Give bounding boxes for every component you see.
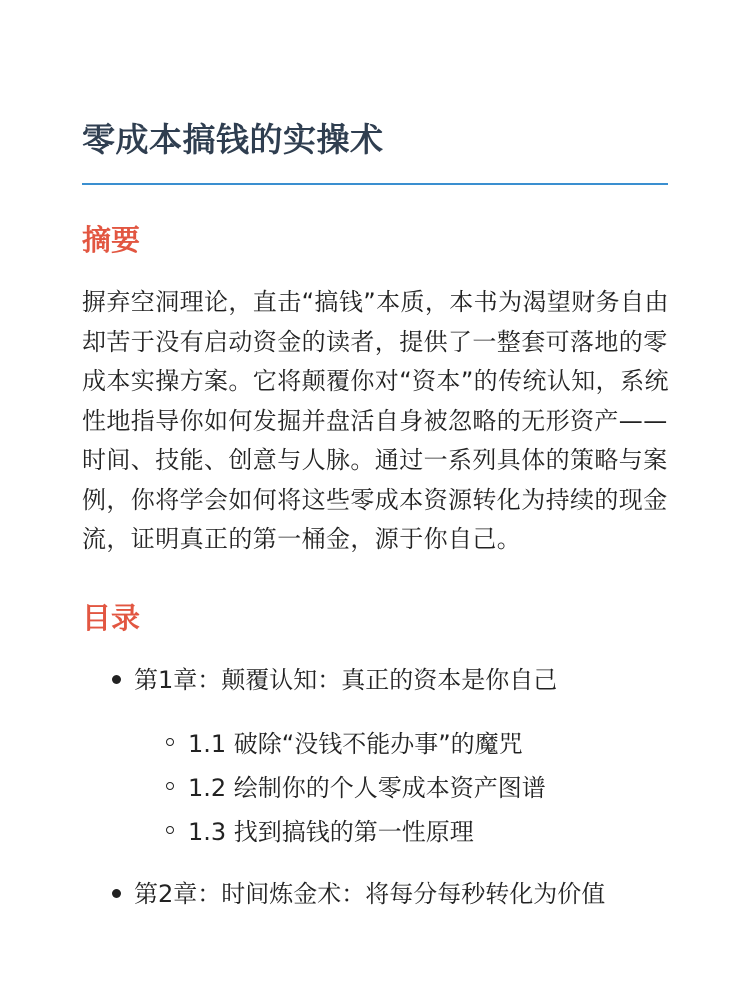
circle-bullet-icon — [166, 826, 174, 834]
toc-section-1-1 — [134, 722, 668, 766]
section-1-2-label: 1.2 绘制你的个人零成本资产图谱 — [188, 773, 546, 802]
abstract-paragraph: 摒弃空洞理论，直击“搞钱”本质，本书为渴望财务自由却苦于没有启动资金的读者，提供了一整套可落地的零成本实操方案。它将颠覆你对“资本”的传统认知，系统性地指导你如何发掘并盘活自身被忽略的无形资产——时间、技能、创意与人脉。通过一系列具体的策略与案例，你将学会如何将这些零成本资源转化为持续的现金流，证明真正的第一桶金，源于你自己。 — [82, 288, 669, 553]
toc-section-1-2 — [134, 766, 668, 810]
section-1-3-label: 1.3 找到搞钱的第一性原理 — [188, 817, 474, 846]
section-1-1-label: 1.1 破除“没钱不能办事”的魔咒 — [188, 729, 523, 758]
toc-section-1-3 — [134, 810, 668, 854]
toc-heading: 目录 — [82, 600, 141, 635]
bullet-icon — [112, 889, 121, 898]
title-divider — [82, 183, 668, 185]
table-of-contents — [82, 660, 668, 914]
bullet-icon — [112, 675, 121, 684]
chapter-1-label: 第1章：颠覆认知：真正的资本是你自己 — [134, 665, 558, 694]
abstract-heading: 摘要 — [82, 223, 141, 257]
chapter-2-label: 第2章：时间炼金术：将每分每秒转化为价值 — [134, 879, 606, 908]
toc-chapter-2 — [82, 874, 668, 914]
chapter-1-sections — [134, 722, 668, 854]
circle-bullet-icon — [166, 782, 174, 790]
circle-bullet-icon — [166, 738, 174, 746]
toc-chapter-1 — [82, 660, 668, 854]
document-title: 零成本搞钱的实操术 — [82, 120, 384, 159]
